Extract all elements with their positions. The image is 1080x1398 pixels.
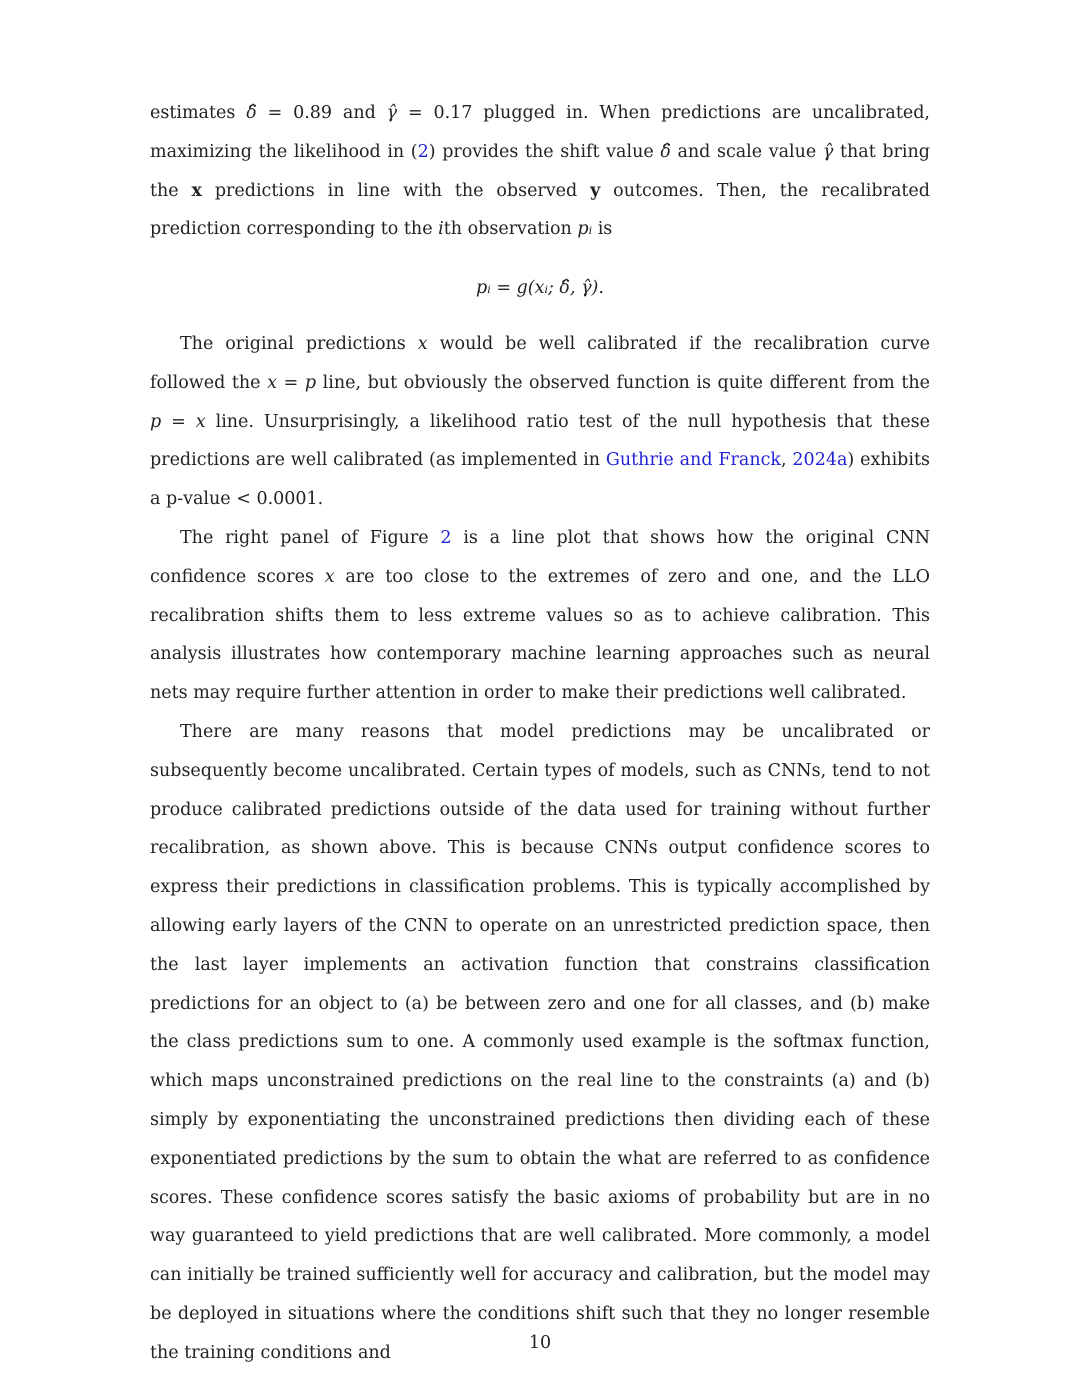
- math-x: x: [417, 333, 428, 354]
- paragraph-calibration-test: [150, 325, 930, 519]
- math-i: i: [438, 219, 444, 240]
- text-run: are too close to the extremes of zero and one, and the LLO recalibration shifts them to less extreme values so as to achieve calibration. This analysis illustrates how contemporary machine learning approaches such as neural nets may require further attention in order to make their predictions well calibrated.: [150, 566, 931, 704]
- figure-reference-link[interactable]: 2: [440, 527, 452, 548]
- text-run: The right panel of Figure: [180, 527, 441, 548]
- text-run: line, but obviously the observed function is quite different from the: [316, 372, 930, 393]
- text-run: outcomes. Then, the recalibrated prediction corresponding to the: [150, 180, 930, 240]
- text-run: The original predictions: [180, 333, 418, 354]
- citation-link[interactable]: Guthrie and Franck: [605, 450, 781, 471]
- citation-year-link[interactable]: 2024a: [792, 450, 848, 471]
- math-p-i: pᵢ: [577, 219, 593, 240]
- text-run: estimates: [150, 103, 247, 123]
- text-run: ,: [781, 450, 793, 471]
- math-p-equals-x: p = x: [150, 411, 206, 432]
- text-run: predictions in line with the observed: [201, 180, 591, 201]
- text-run: line. Unsurprisingly, a likelihood ratio test of the null hypothesis that these predictions are well calibrated (as implemented in: [150, 411, 930, 471]
- text-run: is: [592, 219, 613, 240]
- text-run: is a line plot that shows how the original CNN confidence scores: [150, 527, 931, 587]
- math-x: x: [324, 566, 335, 587]
- paragraph-estimates: [150, 94, 930, 249]
- math-x-equals-p: x = p: [267, 372, 317, 393]
- math-gamma-hat: γ̂: [386, 103, 398, 123]
- display-equation: pᵢ = g(xᵢ; δ̂, γ̂).: [476, 278, 604, 299]
- math-delta-hat: δ̂: [660, 141, 671, 162]
- math-gamma-hat: γ̂: [822, 141, 834, 162]
- text-run: th observation: [443, 219, 578, 240]
- math-delta-hat: δ̂: [246, 103, 257, 123]
- page-body: [150, 94, 930, 1373]
- paragraph-figure-description: [150, 519, 930, 713]
- text-run: and scale value: [670, 141, 823, 162]
- text-run: that bring the: [150, 141, 930, 201]
- equation-reference-link[interactable]: 2: [417, 141, 429, 162]
- page-number: 10: [528, 1333, 552, 1353]
- math-y-vector: y: [590, 180, 601, 201]
- math-x-vector: x: [191, 180, 202, 201]
- text-run: ) exhibits a p-value < 0.0001.: [150, 450, 930, 510]
- text-run: ) provides the shift value: [428, 141, 661, 162]
- text-run: = 0.17 plugged in. When predictions are uncalibrated, maximizing the likelihood in (: [150, 103, 930, 162]
- text-run: = 0.89 and: [256, 103, 387, 123]
- paragraph-reasons-uncalibrated: There are many reasons that model predictions may be uncalibrated or subsequently become uncalibrated. Certain types of models, such as CNNs, tend to not produce calibrated predictions outside of the data used for training without further recalibration, as shown above. This is because CNNs output confidence scores to express their predictions in classification problems. This is typically accomplished by allowing early layers of the CNN to operate on an unrestricted prediction space, then the last layer implements an activation function that constrains classification predictions for an object to (a) be between zero and one for all classes, and (b) make the class predictions sum to one. A commonly used example is the softmax function, which maps unconstrained predictions on the real line to the constraints (a) and (b) simply by exponentiating the unconstrained predictions then dividing each of these exponentiated predictions by the sum to obtain the what are referred to as confidence scores. These confidence scores satisfy the basic axioms of probability but are in no way guaranteed to yield predictions that are well calibrated. More commonly, a model can initially be trained sufficiently well for accuracy and calibration, but the model may be deployed in situations where the conditions shift such that they no longer resemble the training conditions and: [150, 721, 930, 1363]
- text-run: would be well calibrated if the recalibration curve followed the: [150, 333, 931, 393]
